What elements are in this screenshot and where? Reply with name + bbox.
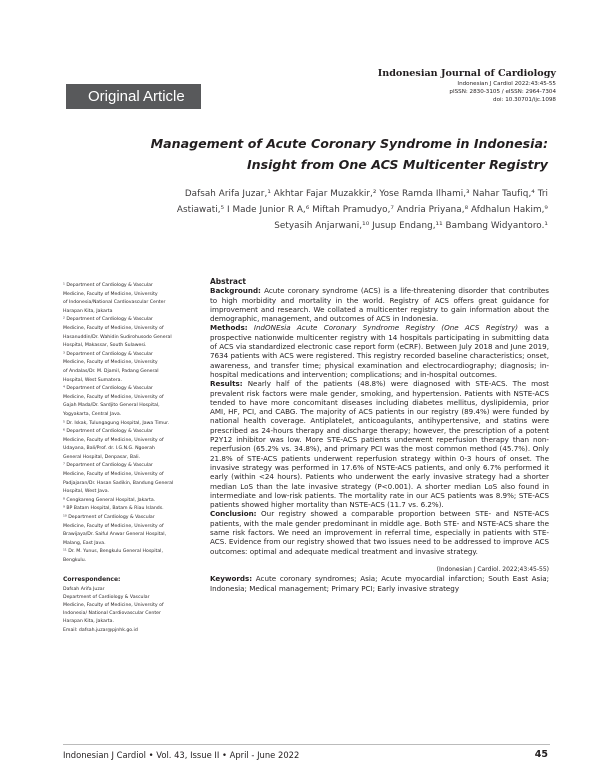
- correspondence-line: Email: dafsah.juzar@pjnhk.go.id: [63, 627, 138, 633]
- affiliation-line: ³ Department of Cardiology & Vascular: [63, 351, 153, 357]
- affiliation-line: Medicine, Faculty of Medicine, University: [63, 291, 158, 297]
- footer-journal-info: Indonesian J Cardiol • Vol. 43, Issue II • April - June 2022: [63, 750, 300, 760]
- correspondence-line: Dafsah Arifa Juzar: [63, 587, 105, 593]
- registry-name: IndONEsia Acute Coronary Syndrome Registry (One ACS Registry): [253, 323, 519, 333]
- methods-text: was a prospective nationwide multicenter registry with 14 hospitals participating in submitting data of ACS via standardized electronic case report form (eCRF). Between July 2018 and June 2019, 7634 patients with ACS were registered. This registry recorded baseline characteristics; onset, awareness, and transfer time; physical examination and electrocardiography; diagnosis; in-hospital medications and intervention; complications; and in-hospital outcomes.: [210, 323, 549, 379]
- results-text: Nearly half of the patients (48.8%) were diagnosed with STE-ACS. The most prevalent risk factors were male gender, smoking, and hypertension. Patients with NSTE-ACS tended to have more concomitant diseases including diabetes mellitus, dyslipidemia, prior AMI, HF, PCI, and CABG. The majority of ACS patients in our registry (89.4%) were funded by national health coverage. Antiplatelet, anticoagulants, antihypertensive, and statins were prescribed as 24-hours therapy and discharge therapy; however, the prescription of a potent P2Y12 inhibitor was low. More STE-ACS patients underwent reperfusion therapy than non-reperfusion (65.2% vs. 34.8%), and primary PCI was the most common method (45.7%). Only 21.8% of STE-ACS patients underwent reperfusion strategy within 0-3 hours of onset. The invasive strategy was performed in 17.6% of NSTE-ACS patients, and only 6.7% performed it early (within <24 hours). Patients who underwent the early invasive strategy had a shorter median LoS than the late invasive strategy (P<0.001). A shorter median LoS also found in intermediate and low-risk patients. The mortality rate in our ACS patients was 8.9%; STE-ACS patients showed higher mortality than NSTE-ACS (11.7 vs. 6.2%).: [210, 379, 549, 510]
- background-text: Acute coronary syndrome (ACS) is a life-threatening disorder that contributes to high morbidity and mortality in the world. Registry of ACS offers great guidance for improvement and research. We collated a multicenter registry to gain information about the demographic, management, and outcomes of ACS in Indonesia.: [210, 286, 549, 324]
- keywords-label: Keywords:: [210, 574, 253, 584]
- title-line-2: Insight from One ACS Multicenter Registry: [246, 157, 548, 172]
- affiliation-line: Brawijaya/Dr. Saiful Anwar General Hospital,: [63, 532, 167, 538]
- footer-divider: [63, 744, 550, 745]
- correspondence-line: Indonesia/ National Cardiovascular Center: [63, 611, 161, 617]
- affiliation-line: ¹⁰ Department of Cardiology & Vascular: [63, 515, 155, 521]
- affiliation-line: Bengkulu.: [63, 558, 87, 563]
- affiliation-line: ⁹ BP Batam Hospital, Batam & Riau Islands.: [63, 506, 164, 512]
- affiliation-line: General Hospital, Denpasar, Bali.: [63, 454, 141, 460]
- journal-citation: Indonesian J Cardiol 2022:43:45-55: [457, 81, 556, 87]
- page-number: 45: [534, 749, 548, 760]
- affiliation-line: Hasanuddin/Dr. Wahidin Sudirohusodo General: [63, 334, 172, 340]
- abstract-citation: (Indonesian J Cardiol. 2022;43:45-55): [436, 565, 549, 573]
- affiliation-line: ⁷ Department of Cardiology & Vascular: [63, 463, 153, 469]
- affiliation-line: of Andalas/Dr. M. Djamil, Padang General: [63, 368, 159, 374]
- affiliation-list: [63, 282, 203, 565]
- affiliation-line: Gajah Mada/Dr. Sardjito General Hospital,: [63, 403, 160, 409]
- affiliation-line: ⁶ Department of Cardiology & Vascular: [63, 429, 153, 435]
- correspondence-line: Harapan Kita, Jakarta.: [63, 619, 114, 625]
- author-line: Dafsah Arifa Juzar,¹ Akhtar Fajar Muzakkir,² Yose Ramda Ilhami,³ Nahar Taufiq,⁴ Tri: [184, 189, 548, 199]
- article-title: [80, 133, 548, 175]
- results-label: Results:: [210, 379, 243, 389]
- keywords: [210, 574, 549, 593]
- affiliation-line: Hospital, West Sumatera.: [63, 377, 122, 383]
- affiliation-line: ¹ Department of Cardiology & Vascular: [63, 283, 153, 288]
- affiliation-line: Medicine, Faculty of Medicine, University of: [63, 523, 164, 529]
- affiliation-line: Padjajaran/Dr. Hasan Sadikin, Bandung General: [63, 480, 174, 486]
- conclusion-text: Our registry showed a comparable proportion between STE- and NSTE-ACS patients, with the male gender predominant in middle age. Both STE- and NSTE-ACS share the same risk factors. We need an improvement in referral time, especially in patients with STE-ACS. Evidence from our registry showed that two issues need to be addressed to improve ACS outcomes: optimal and adequate medical treatment and invasive strategy.: [210, 509, 549, 556]
- affiliation-line: Medicine, Faculty of Medicine, University of: [63, 394, 164, 400]
- correspondence-heading: Correspondence:: [63, 576, 121, 584]
- title-line-1: Management of Acute Coronary Syndrome in Indonesia:: [150, 136, 548, 151]
- affiliation-line: Malang, East Java.: [63, 540, 106, 546]
- affiliation-line: Harapan Kita, Jakarta: [63, 308, 113, 314]
- abstract: [210, 277, 549, 593]
- journal-header: [378, 68, 556, 104]
- journal-issn: pISSN: 2830-3105 / eISSN: 2964-7304: [449, 88, 556, 95]
- abstract-results: [210, 379, 549, 509]
- affiliation-line: Medicine, Faculty of Medicine, University of: [63, 437, 164, 443]
- methods-label: Methods:: [210, 323, 248, 333]
- affiliation-line: of Indonesia/National Cardiovascular Center: [63, 300, 166, 306]
- affiliation-line: Udayana, Bali/Prof. dr. I.G.N.G. Ngoerah: [63, 446, 155, 452]
- affiliation-line: ⁵ Dr. Iskak, Tulungagung Hospital, Jawa Timur.: [63, 420, 170, 426]
- abstract-conclusion: [210, 509, 549, 555]
- abstract-heading: Abstract: [210, 277, 247, 286]
- author-line: Astiawati,⁵ I Made Junior R A,⁶ Miftah Pramudyo,⁷ Andria Priyana,⁸ Afdhalun Hakim,⁹: [176, 205, 548, 215]
- author-list: [80, 186, 548, 234]
- affiliation-line: Hospital, West Java.: [63, 489, 110, 495]
- affiliations-column: [63, 282, 203, 635]
- affiliation-line: ² Department of Cardiology & Vascular: [63, 317, 153, 323]
- affiliation-line: Yogyakarta, Central Java.: [63, 411, 122, 417]
- correspondence-line: Medicine, Faculty of Medicine, University of: [63, 603, 164, 609]
- affiliation-line: Medicine, Faculty of Medicine, University of: [63, 325, 164, 331]
- affiliation-line: ⁸ Cengkareng General Hospital, Jakarta.: [63, 497, 156, 503]
- affiliation-line: Medicine, Faculty of Medicine, University: [63, 360, 158, 366]
- article-type-badge: Original Article: [66, 84, 201, 109]
- correspondence-details: [63, 586, 203, 635]
- abstract-methods: [210, 323, 549, 379]
- affiliation-line: ¹¹ Dr. M. Yunus, Bengkulu General Hospital,: [63, 549, 163, 555]
- conclusion-label: Conclusion:: [210, 509, 257, 519]
- affiliation-line: ⁴ Department of Cardiology & Vascular: [63, 386, 153, 392]
- journal-name: Indonesian Journal of Cardiology: [377, 68, 556, 79]
- correspondence-line: Department of Cardiology & Vascular: [63, 595, 150, 601]
- keywords-text: Acute coronary syndromes; Asia; Acute myocardial infarction; South East Asia; Indonesia; Medical management; Primary PCI; Early invasive strategy: [210, 574, 549, 593]
- affiliation-line: Hospital, Makassar, South Sulawesi.: [63, 343, 147, 349]
- abstract-background: [210, 286, 549, 323]
- author-line: Setyasih Anjarwani,¹⁰ Jusup Endang,¹¹ Bambang Widyantoro.¹: [274, 221, 548, 231]
- journal-doi: doi: 10.30701/ijc.1098: [493, 96, 556, 103]
- background-label: Background:: [210, 286, 261, 296]
- affiliation-line: Medicine, Faculty of Medicine, University of: [63, 472, 164, 478]
